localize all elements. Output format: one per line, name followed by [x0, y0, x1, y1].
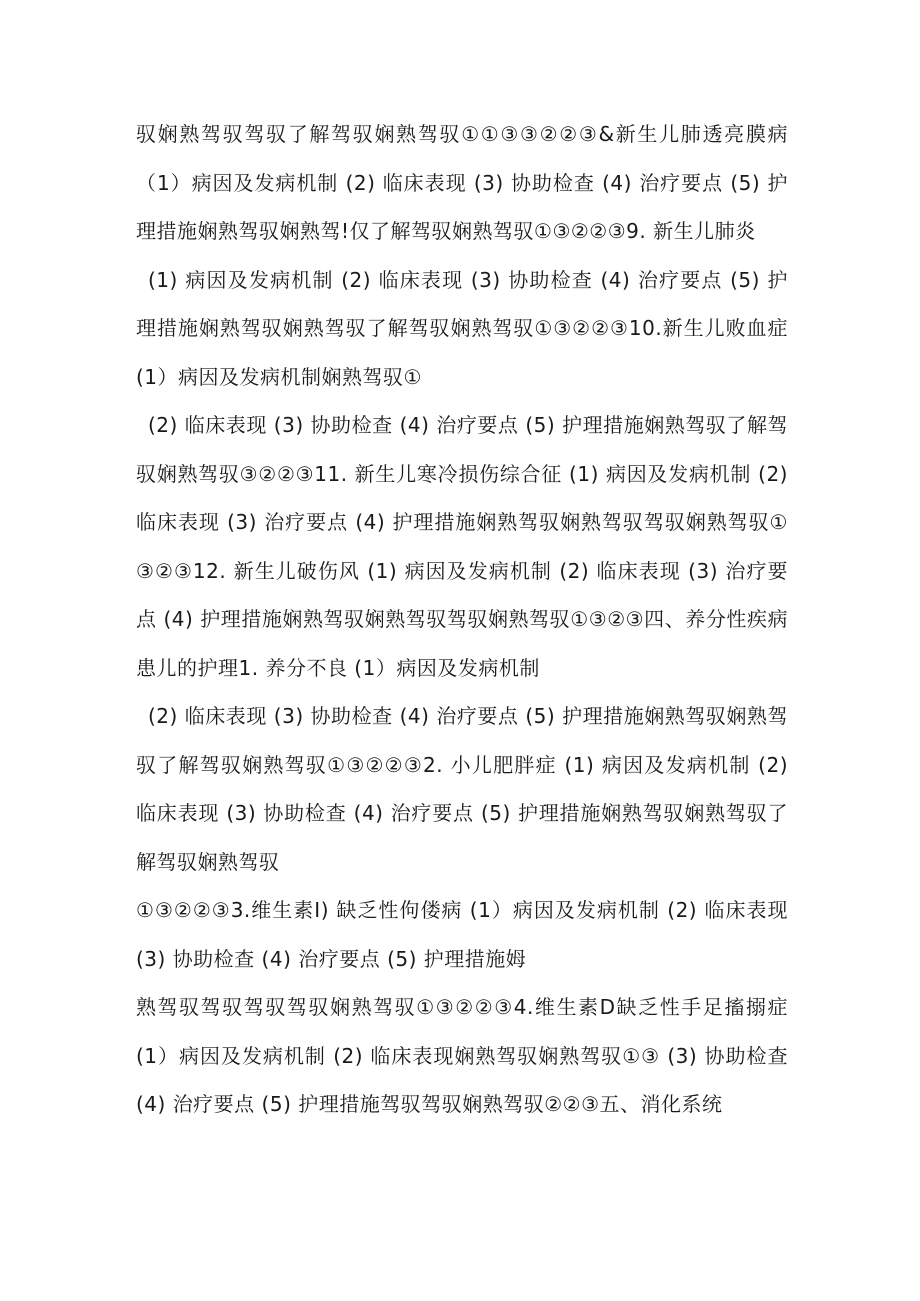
- paragraph-1: 驭娴熟驾驭驾驭了解驾驭娴熟驾驭①①③③②②③&新生儿肺透亮膜病（1）病因及发病机制 (2) 临床表现 (3) 协助检查 (4) 治疗要点 (5) 护理措施娴熟驾驭娴熟驾!仅了解驾驭娴熟驾驭①③②②③9. 新生儿肺炎: [136, 122, 788, 243]
- paragraph-4: (2) 临床表现 (3) 协助检查 (4) 治疗要点 (5) 护理措施娴熟驾驭娴熟驾驭了解驾驭娴熟驾驭①③②②③2. 小儿肥胖症 (1) 病因及发病机制 (2) 临床表现 (3) 协助检查 (4) 治疗要点 (5) 护理措施娴熟驾驭娴熟驾驭了解驾驭娴熟驾驭: [136, 704, 788, 874]
- paragraph-2: (1) 病因及发病机制 (2) 临床表现 (3) 协助检查 (4) 治疗要点 (5) 护理措施娴熟驾驭娴熟驾驭了解驾驭娴熟驾驭①③②②③10.新生儿败血症(1）病因及发病机制娴熟驾驭①: [136, 267, 788, 389]
- paragraph-6: 熟驾驭驾驭驾驭驾驭娴熟驾驭①③②②③4.维生素D缺乏性手足搐搦症 (1）病因及发病机制 (2) 临床表现娴熟驾驭娴熟驾驭①③ (3) 协助检查 (4) 治疗要点 (5) 护理措施驾驭驾驭娴熟驾驭②②③五、消化系统: [136, 995, 788, 1116]
- paragraph-5: ①③②②③3.维生素I) 缺乏性佝偻病 (1）病因及发病机制 (2) 临床表现 (3) 协助检查 (4) 治疗要点 (5) 护理措施姆: [136, 898, 788, 971]
- paragraph-3: (2) 临床表现 (3) 协助检查 (4) 治疗要点 (5) 护理措施娴熟驾驭了解驾驭娴熟驾驭③②②③11. 新生儿寒冷损伤综合征 (1) 病因及发病机制 (2) 临床表现 (3) 治疗要点 (4) 护理措施娴熟驾驭娴熟驾驭驾驭娴熟驾驭①③②③12. 新生儿破伤风 (1) 病因及发病机制 (2) 临床表现 (3) 治疗要点 (4) 护理措施娴熟驾驭娴熟驾驭驾驭娴熟驾驭①③②③四、养分性疾病患儿的护理1. 养分不良 (1）病因及发病机制: [136, 413, 788, 680]
- document-body: [136, 110, 788, 1129]
